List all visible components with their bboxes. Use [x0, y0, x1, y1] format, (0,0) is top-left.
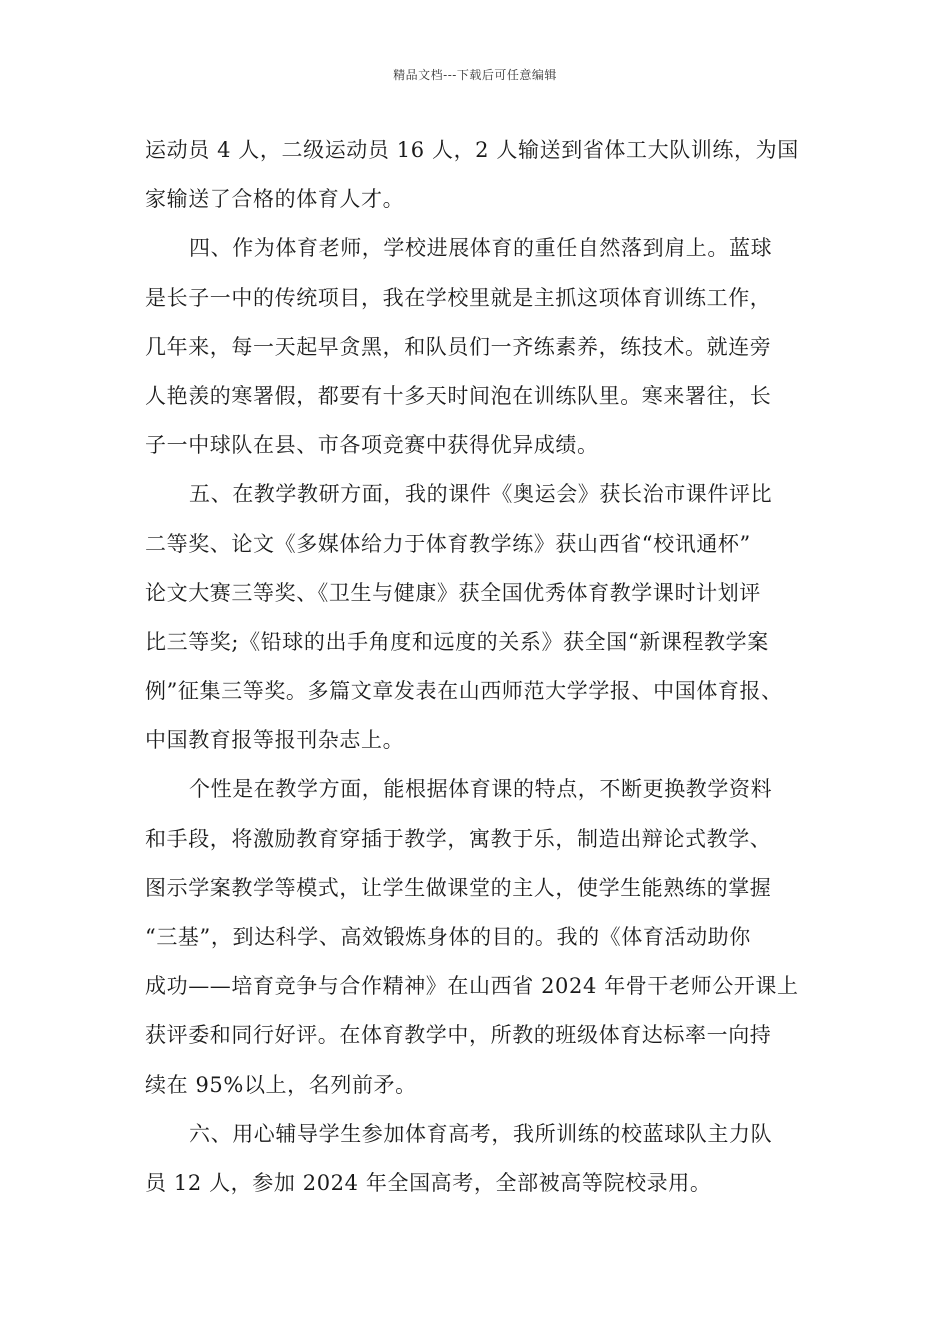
text-line: 个性是在教学方面，能根据体育课的特点，不断更换教学资料 — [189, 777, 773, 802]
text-line: 和手段，将激励教育穿插于教学，寓教于乐，制造出辩论式教学、 — [145, 826, 772, 851]
text-line: 例”征集三等奖。多篇文章发表在山西师范大学学报、中国体育报、 — [145, 679, 783, 704]
text-line: “三基”，到达科学、高效锻炼身体的目的。我的《体育活动助你 — [145, 925, 751, 949]
text-line: 六、用心辅导学生参加体育高考，我所训练的校蓝球队主力队 — [189, 1121, 773, 1146]
text-line: 子一中球队在县、市各项竞赛中获得优异成绩。 — [145, 433, 599, 458]
text-line: 论文大赛三等奖、《卫生与健康》获全国优秀体育教学课时计划评 — [145, 580, 761, 605]
text-line: 比三等奖;《铅球的出手角度和远度的关系》获全国“新课程教学案 — [145, 629, 769, 654]
text-line: 五、在教学教研方面，我的课件《奥运会》获长治市课件评比 — [189, 482, 773, 507]
text-line: 四、作为体育老师，学校进展体育的重任自然落到肩上。蓝球 — [189, 236, 773, 261]
text-line: 员 12 人，参加 2024 年全国高考，全部被高等院校录用。 — [145, 1170, 712, 1195]
text-line: 续在 95%以上，名列前矛。 — [145, 1072, 417, 1097]
text-line: 图示学案教学等模式，让学生做课堂的主人，使学生能熟练的掌握 — [145, 875, 772, 900]
text-line: 获评委和同行好评。在体育教学中，所教的班级体育达标率一向持 — [145, 1023, 772, 1048]
text-line: 成功——培育竞争与合作精神》在山西省 2024 年骨干老师公开课上 — [145, 974, 799, 999]
text-line: 是长子一中的传统项目，我在学校里就是主抓这项体育训练工作， — [145, 285, 772, 310]
text-line: 运动员 4 人，二级运动员 16 人，2 人输送到省体工大队训练，为国 — [145, 138, 799, 162]
text-line: 中国教育报等报刊杂志上。 — [145, 728, 405, 753]
text-line: 家输送了合格的体育人才。 — [145, 187, 405, 212]
text-line: 二等奖、论文《多媒体给力于体育教学练》获山西省“校讯通杯” — [145, 531, 751, 556]
text-line: 几年来，每一天起早贪黑，和队员们一齐练素养，练技术。就连旁 — [145, 334, 772, 359]
page-header: 精品文档---下载后可任意编辑 — [393, 68, 557, 82]
document-body — [145, 126, 835, 1208]
text-line: 人艳羡的寒署假，都要有十多天时间泡在训练队里。寒来署往，长 — [145, 383, 772, 408]
